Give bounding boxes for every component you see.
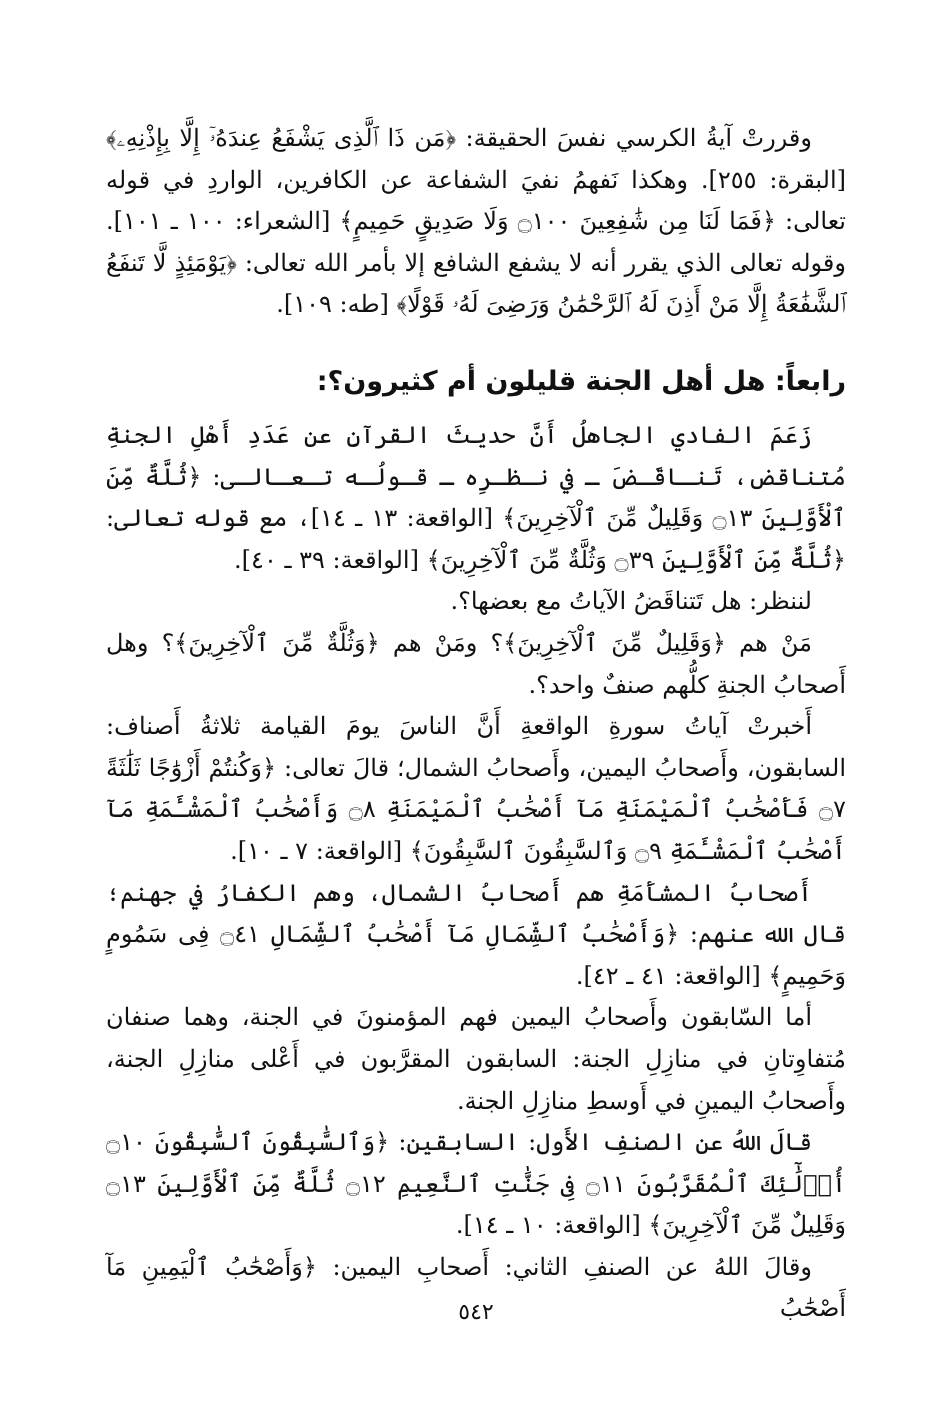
paragraph: أَصحابُ المشأَمَةِ هم أَصحابُ الشمال، وهم الكفارُ في جهنم؛ قال الله عنهم: ﴿وَأَصْحَٰبُ ٱلشِّمَالِ مَآ أَصْحَٰبُ ٱلشِّمَالِ ۝٤١ فِى سَمُومٍ وَحَمِيمٍ﴾ [الواقعة: ٤١ ـ ٤٢]. — [106, 878, 846, 990]
paragraph: لننظر: هل تَتناقَضُ الآياتُ مع بعضها؟. — [450, 587, 812, 616]
page-number: ٥٤٢ — [458, 1300, 494, 1325]
paragraph: وقالَ اللهُ عن الصنفِ الثاني: أَصحابِ اليمين: ﴿وَأَصْحَٰبُ ٱلْيَمِينِ مَآ أَصْحَٰبُ — [106, 1252, 846, 1323]
paragraph: زَعَمَ الفادي الجاهلُ أَنَّ حديثَ القرآنِ عن عَدَدِ أَهْلِ الجنةِ مُتناقض، تَنـاقَـضَ ـ في نـظـرِه ـ قـولُـه تـعـالـى: ﴿ثُلَّةٌ مِّنَ ٱلْأَوَّلِينَ ۝١٣ وَقَلِيلٌ مِّنَ ٱلْآخِرِينَ﴾ [الواقعة: ١٣ ـ ١٤]، مع قوله تعالى: ﴿ثُلَّةٌ مِّنَ ٱلْأَوَّلِينَ ۝٣٩ وَثُلَّةٌ مِّنَ ٱلْآخِرِينَ﴾ [الواقعة: ٣٩ ـ ٤٠]. — [106, 421, 846, 574]
paragraph: مَنْ هم ﴿وَقَلِيلٌ مِّنَ ٱلْآخِرِينَ﴾؟ ومَنْ هم ﴿وَثُلَّةٌ مِّنَ ٱلْآخِرِينَ﴾؟ وهل أَصحابُ الجنةِ كلُّهم صنفٌ واحد؟. — [106, 628, 846, 699]
paragraph: أَخبرتْ آياتُ سورةِ الواقعةِ أَنَّ الناسَ يومَ القيامة ثلاثةُ أَصناف: السابقون، وأَصحابُ اليمين، وأَصحابُ الشمال؛ قالَ تعالى: ﴿وَكُنتُمْ أَزْوَٰجًا ثَلَٰثَةً ۝٧ فَأَصْحَٰبُ ٱلْمَيْمَنَةِ مَآ أَصْحَٰبُ ٱلْمَيْمَنَةِ ۝٨ وَأَصْحَٰبُ ٱلْمَشْـَٔمَةِ مَآ أَصْحَٰبُ ٱلْمَشْـَٔمَةِ ۝٩ وَٱلسَّٰبِقُونَ ٱلسَّٰبِقُونَ﴾ [الواقعة: ٧ ـ ١٠]. — [106, 712, 846, 865]
text-block-main — [106, 415, 846, 1330]
text-block-top — [106, 118, 846, 326]
section-heading: رابعاً: هل أهل الجنة قليلون أم كثيرون؟: — [316, 366, 846, 397]
paragraph: وقررتْ آيةُ الكرسي نفسَ الحقيقة: ﴿مَن ذَا ٱلَّذِى يَشْفَعُ عِندَهُۥٓ إِلَّا بِإِذْنِهِۦ﴾ [البقرة: ٢٥٥]. وهكذا نَفهمُ نفيَ الشفاعة عن الكافرين، الواردِ في قوله تعالى: ﴿فَمَا لَنَا مِن شَٰفِعِينَ ۝١٠٠ وَلَا صَدِيقٍ حَمِيمٍ﴾ [الشعراء: ١٠٠ ـ ١٠١]. وقوله تعالى الذي يقرر أنه لا يشفع الشافع إلا بأمر الله تعالى: ﴿يَوْمَئِذٍ لَّا تَنفَعُ ٱلشَّفَٰعَةُ إِلَّا مَنْ أَذِنَ لَهُ ٱلرَّحْمَٰنُ وَرَضِىَ لَهُۥ قَوْلًا﴾ [طه: ١٠٩]. — [106, 124, 846, 319]
paragraph: قالَ اللهُ عن الصنفِ الأَول: السابقين: ﴿وَٱلسَّٰبِقُونَ ٱلسَّٰبِقُونَ ۝١٠ أُو۟لَٰٓئِكَ ٱلْمُقَرَّبُونَ ۝١١ فِى جَنَّٰتِ ٱلنَّعِيمِ ۝١٢ ثُلَّةٌ مِّنَ ٱلْأَوَّلِينَ ۝١٣ وَقَلِيلٌ مِّنَ ٱلْآخِرِينَ﴾ [الواقعة: ١٠ ـ ١٤]. — [106, 1128, 847, 1240]
paragraph: أما السّابقون وأَصحابُ اليمين فهم المؤمنونَ في الجنة، وهما صنفان مُتفاوِتانِ في منازِلِ الجنة: السابقون المقرَّبون في أَعْلى منازِلِ الجنة، وأَصحابُ اليمينِ في أَوسطِ منازِلِ الجنة. — [106, 1003, 846, 1115]
